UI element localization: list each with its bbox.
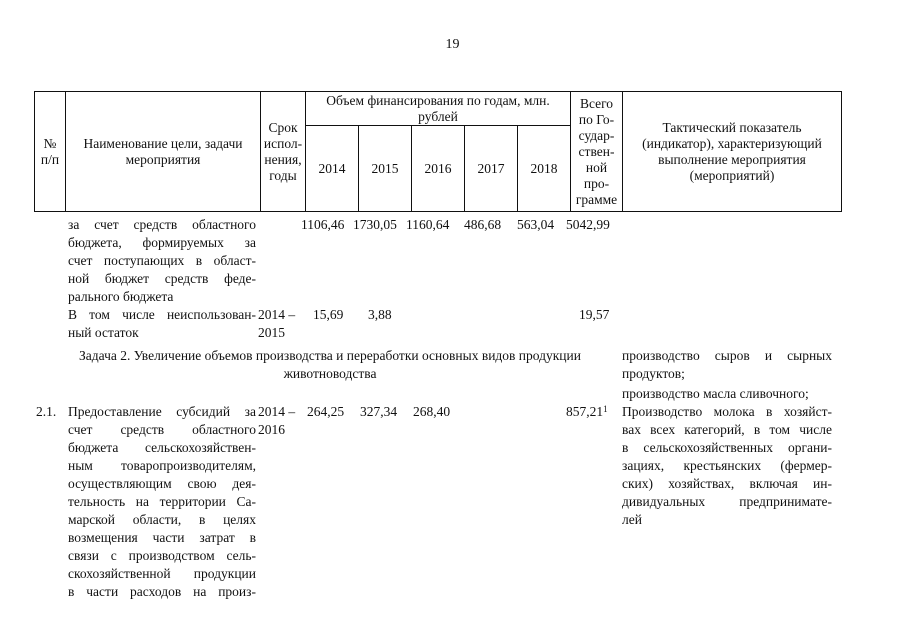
- term-column-header: Срок испол- нения, годы: [261, 92, 306, 212]
- num-column-header: № п/п: [35, 92, 66, 212]
- funding-column-header: Объем финансирования по годам, млн. рублей: [306, 92, 571, 126]
- unused-2014-value: 15,69: [313, 307, 344, 322]
- year-header-2017: 2017: [465, 126, 518, 212]
- task-2-title: Задача 2. Увеличение объемов производства и переработки основных видов продукции животноводства: [79, 348, 581, 381]
- task-2-indicator: производство сыров и сырных продуктов; производство масла сливочного;: [622, 348, 832, 401]
- row-2-1-name: Предоставление субсидий за счет средств областного бюджета сельскохозяйствен- ным товаропроизводителям, осуществляющим свою дея- тельность на территории Са- марской области, в целях возмещения части затрат в связи с производством сель- скохозяйственной продукции в части расходов на произ-: [68, 404, 256, 599]
- row-2-1-total-value: 857,21$^1$: [566, 404, 608, 419]
- indicator-column-header: Тактический показатель (индикатор), характеризующий выполнение мероприятия (мероприятий): [623, 92, 842, 212]
- unused-balance-term: 2014 – 2015: [258, 307, 296, 340]
- row-2-1-indicator: Производство молока в хозяйст- вах всех категорий, в том числе в сельскохозяйственных органи- зациях, крестьянских (фермер- ских) хозяйствах, включая ин- дивидуальных предпринимате- лей: [622, 404, 832, 527]
- unused-balance-name: В том числе неиспользован- ный остаток: [68, 307, 256, 340]
- name-column-header: Наименование цели, задачи мероприятия: [66, 92, 261, 212]
- year-header-2018: 2018: [518, 126, 571, 212]
- regional-total-value: 5042,99: [566, 217, 610, 232]
- total-column-header: Всего по Го- судар- ствен- ной про- грамме: [571, 92, 623, 212]
- year-header-2016: 2016: [412, 126, 465, 212]
- row-2-1-2015-value: 327,34: [360, 404, 398, 419]
- regional-2017-value: 486,68: [464, 217, 502, 232]
- table-header: [34, 91, 842, 212]
- row-2-1-2016-value: 268,40: [413, 404, 451, 419]
- unused-2015-value: 3,88: [368, 307, 392, 322]
- regional-2015-value: 1730,05: [353, 217, 397, 232]
- regional-2018-value: 563,04: [517, 217, 555, 232]
- row-2-1-number: 2.1.: [36, 404, 57, 419]
- year-header-2015: 2015: [359, 126, 412, 212]
- footnote-marker: 1: [603, 404, 608, 414]
- regional-2016-value: 1160,64: [406, 217, 450, 232]
- year-header-2014: 2014: [306, 126, 359, 212]
- regional-2014-value: 1106,46: [301, 217, 345, 232]
- page-number: 19: [445, 37, 460, 52]
- row-2-1-2014-value: 264,25: [307, 404, 345, 419]
- regional-budget-name: за счет средств областного бюджета, формируемых за счет поступающих в област- ной бюджет средств феде- рального бюджета: [68, 217, 256, 304]
- row-2-1-term: 2014 – 2016: [258, 404, 296, 437]
- unused-total-value: 19,57: [579, 307, 610, 322]
